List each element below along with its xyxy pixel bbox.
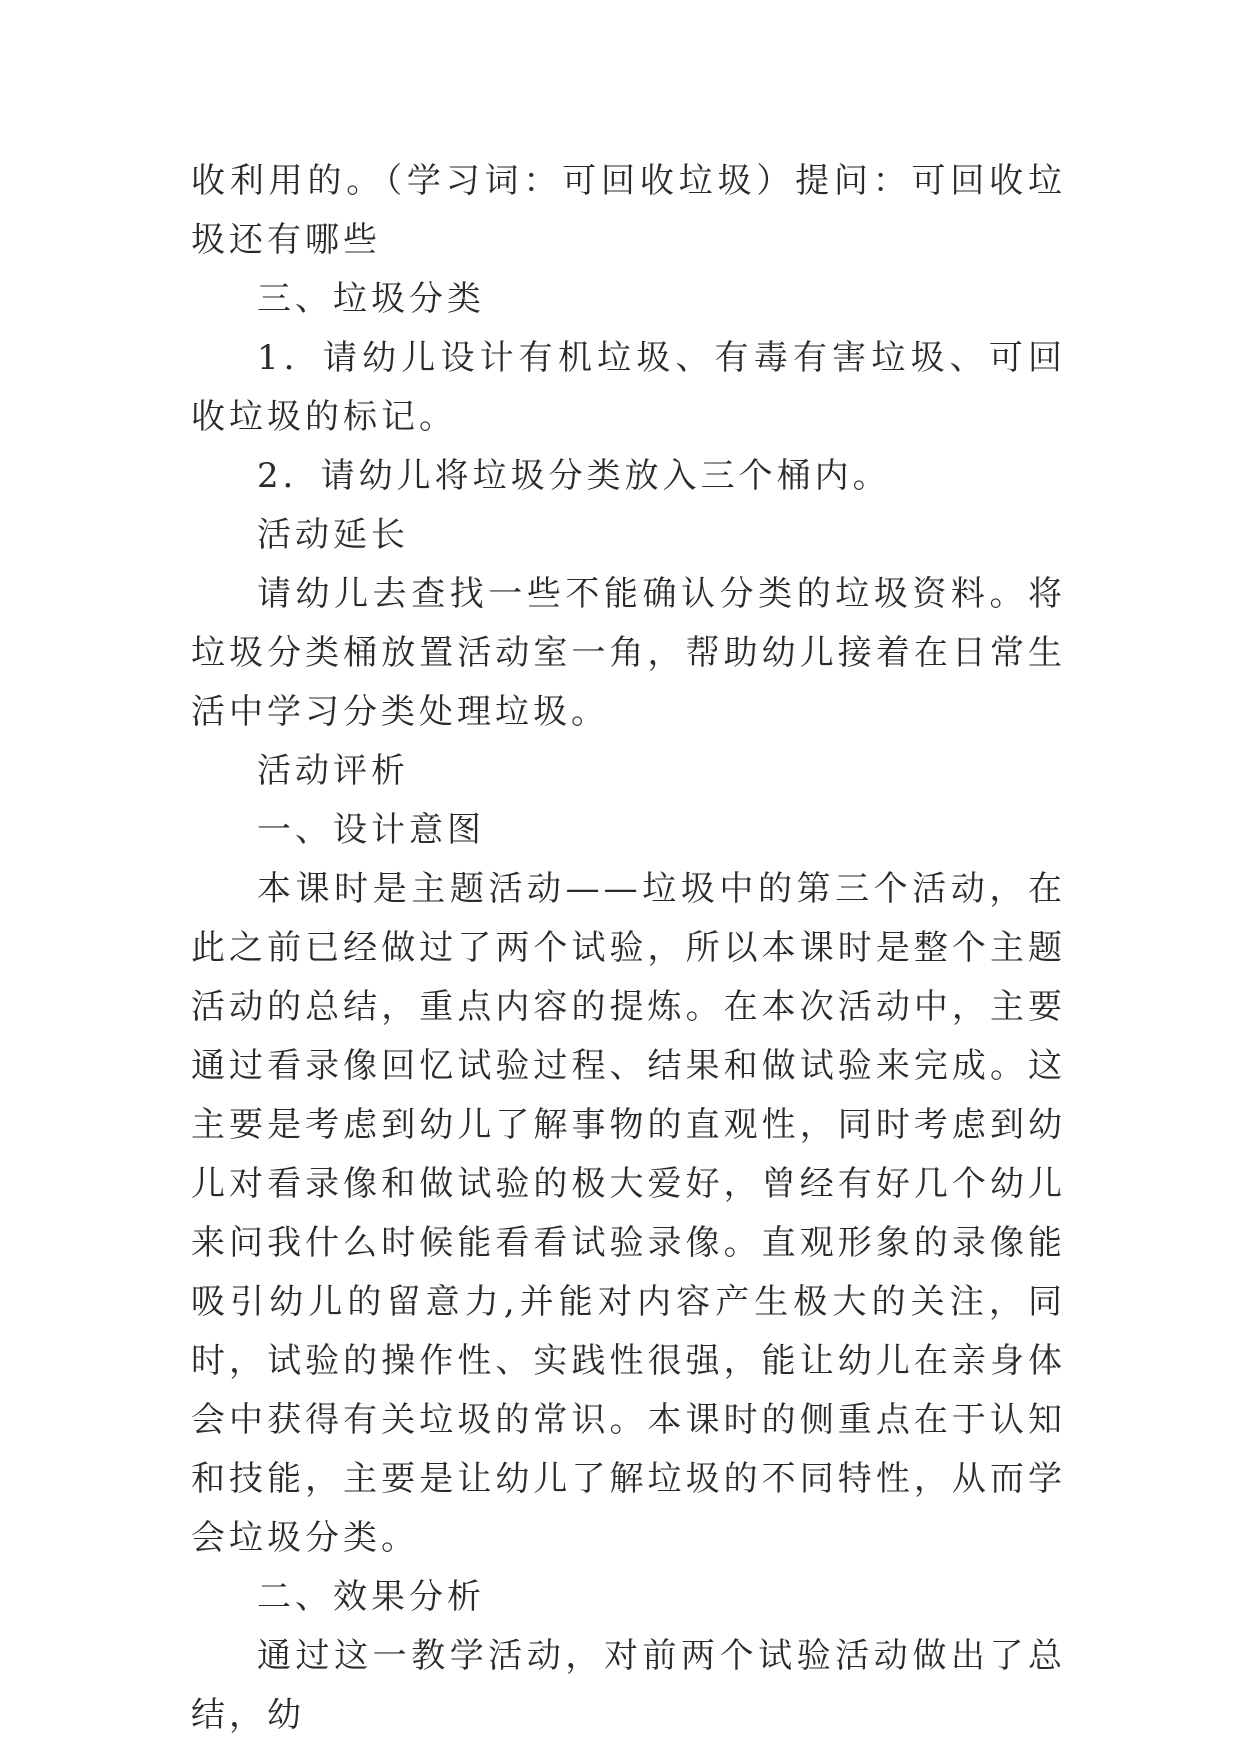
heading-garbage-sorting: 三、垃圾分类 xyxy=(257,279,485,319)
paragraph-step-2: 2．请幼儿将垃圾分类放入三个桶内。 xyxy=(257,456,891,496)
paragraph-extension-body: 请幼儿去查找一些不能确认分类的垃圾资料。将垃圾分类桶放置活动室一角，帮助幼儿接着在日常生活中学习分类处理垃圾。 xyxy=(191,574,1066,732)
paragraph-design-intent-body: 本课时是主题活动——垃圾中的第三个活动，在此之前已经做过了两个试验，所以本课时是整个主题活动的总结，重点内容的提炼。在本次活动中，主要通过看录像回忆试验过程、结果和做试验来完成。这主要是考虑到幼儿了解事物的直观性，同时考虑到幼儿对看录像和做试验的极大爱好，曾经有好几个幼儿来问我什么时候能看看试验录像。直观形象的录像能吸引幼儿的留意力,并能对内容产生极大的关注，同时，试验的操作性、实践性很强，能让幼儿在亲身体会中获得有关垃圾的常识。本课时的侧重点在于认知和技能，主要是让幼儿了解垃圾的不同特性，从而学会垃圾分类。 xyxy=(191,869,1066,1558)
heading-activity-extension: 活动延长 xyxy=(257,515,409,555)
heading-activity-analysis: 活动评析 xyxy=(257,751,409,791)
document-body xyxy=(191,152,1066,1745)
paragraph-recyclable-question: 收利用的。（学习词：可回收垃圾）提问：可回收垃圾还有哪些 xyxy=(191,161,1066,260)
heading-effect-analysis: 二、效果分析 xyxy=(257,1577,485,1617)
heading-design-intent: 一、设计意图 xyxy=(257,810,485,850)
paragraph-step-1: 1．请幼儿设计有机垃圾、有毒有害垃圾、可回收垃圾的标记。 xyxy=(191,338,1066,437)
paragraph-effect-analysis-body: 通过这一教学活动，对前两个试验活动做出了总结，幼 xyxy=(191,1636,1066,1735)
